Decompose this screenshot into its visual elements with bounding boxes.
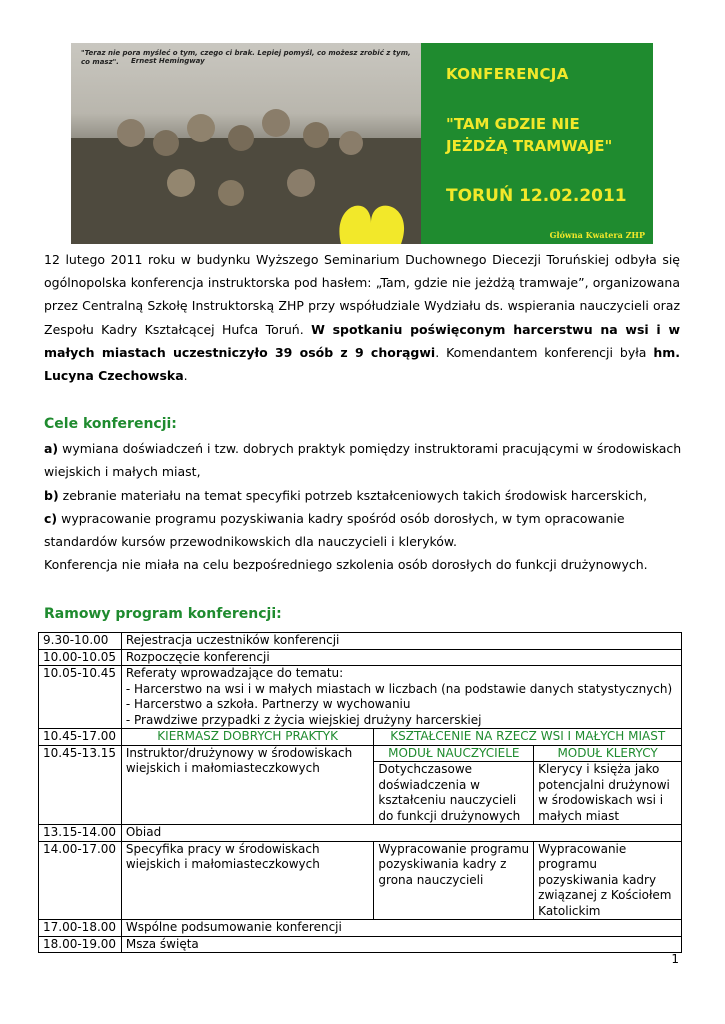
goal-letter: a) <box>44 441 59 456</box>
conference-banner <box>71 43 653 244</box>
table-row <box>39 745 682 762</box>
table-row <box>39 920 682 937</box>
goals-heading: Cele konferencji: <box>44 416 177 432</box>
activity-cell: Instruktor/drużynowy w środowiskach wiejskich i małomiasteczkowych <box>121 745 374 825</box>
goals-note: Konferencja nie miała na celu bezpośredniego szkolenia osób dorosłych do funkcji drużynowych. <box>44 557 648 573</box>
intro-paragraph <box>44 248 680 387</box>
goal-item <box>44 484 684 507</box>
group-photo-illustration <box>71 43 421 244</box>
goal-item <box>44 507 684 554</box>
time-cell: 14.00-17.00 <box>39 841 122 920</box>
goal-text: zebranie materiału na temat specyfiki potrzeb kształceniowych takich środowisk harcerskich, <box>58 487 648 503</box>
section-header-cell: KIERMASZ DOBRYCH PRAKTYK <box>121 729 374 746</box>
banner-quote-author: Ernest Hemingway <box>131 57 205 65</box>
table-row <box>39 729 682 746</box>
time-cell: 10.45-17.00 <box>39 729 122 746</box>
module-header-cell: MODUŁ KLERYCY <box>534 745 682 762</box>
time-cell: 10.00-10.05 <box>39 649 122 666</box>
activity-line: - Prawdziwe przypadki z życia wiejskiej drużyny harcerskiej <box>125 712 482 727</box>
banner-org: Główna Kwatera ZHP <box>549 230 645 240</box>
time-cell: 13.15-14.00 <box>39 825 122 842</box>
program-heading: Ramowy program konferencji: <box>44 606 282 622</box>
goal-text: wymiana doświadczeń i tzw. dobrych praktyk pomiędzy instruktorami pracującymi w środowiskach wiejskich i małych miast, <box>44 441 682 480</box>
page-number: 1 <box>671 952 679 966</box>
table-row <box>39 633 682 650</box>
banner-title-panel <box>421 43 653 244</box>
activity-cell: Obiad <box>121 825 681 842</box>
banner-subtitle: "TAM GDZIE NIE JEŻDŻĄ TRAMWAJE" <box>446 115 613 155</box>
activity-cell: Wspólne podsumowanie konferencji <box>121 920 681 937</box>
table-row <box>39 936 682 953</box>
module-header-cell: MODUŁ NAUCZYCIELE <box>374 745 534 762</box>
module-cell: Wypracowanie programu pozyskiwania kadry związanej z Kościołem Katolickim <box>534 841 682 920</box>
module-cell: Klerycy i księża jako potencjalni drużynowi w środowiskach wsi i małych miast <box>534 762 682 825</box>
goal-letter: c) <box>44 510 58 526</box>
group-photo <box>71 43 421 244</box>
activity-cell: Specyfika pracy w środowiskach wiejskich i małomiasteczkowych <box>121 841 374 920</box>
time-cell: 18.00-19.00 <box>39 936 122 953</box>
intro-text-3: . <box>183 368 188 384</box>
intro-bold-participants: W spotkaniu poświęconym harcerstwu na wsi i w małych miastach uczestniczyło 39 osób z 9 chorągwi <box>44 321 680 360</box>
activity-cell <box>121 666 681 729</box>
goal-letter: b) <box>44 487 59 503</box>
module-cell: Dotychczasowe doświadczenia w kształceniu nauczycieli do funkcji drużynowych <box>374 762 534 825</box>
goal-text: wypracowanie programu pozyskiwania kadry spośród osób dorosłych, w tym opracowanie standardów kursów przewodnikowskich dla nauczycieli i kleryków. <box>44 510 625 550</box>
activity-cell: Rejestracja uczestników konferencji <box>121 633 681 650</box>
table-row <box>39 825 682 842</box>
activity-line: Referaty wprowadzające do tematu: <box>125 666 344 680</box>
activity-line: - Harcerstwo na wsi i w małych miastach w liczbach (na podstawie danych statystycznych) <box>125 681 673 696</box>
table-row <box>39 666 682 729</box>
banner-place-date: TORUŃ 12.02.2011 <box>446 186 627 206</box>
module-cell: Wypracowanie programu pozyskiwania kadry z grona nauczycieli <box>374 841 534 920</box>
banner-title: KONFERENCJA <box>446 65 569 83</box>
intro-text-1: 12 lutego 2011 roku w budynku Wyższego Seminarium Duchownego Diecezji Toruńskiej odbyła się ogólnopolska konferencja instruktorska pod hasłem: „Tam, gdzie nie jeżdżą tramwaje”, organizowana przez Centralną Szkołę Instruktorską ZHP przy współudziale Wydziału ds. wspierania nauczycieli oraz Zespołu Kadry Kształcącej Hufca Toruń. <box>44 252 680 337</box>
time-cell: 10.45-13.15 <box>39 745 122 825</box>
time-cell: 9.30-10.00 <box>39 633 122 650</box>
activity-cell: Msza święta <box>121 936 681 953</box>
table-row <box>39 841 682 920</box>
time-cell: 10.05-10.45 <box>39 666 122 729</box>
program-table <box>38 632 682 953</box>
goals-list <box>44 437 684 577</box>
banner-quote: "Teraz nie pora myśleć o tym, czego ci brak. Lepiej pomyśl, co możesz zrobić z tym, co masz". <box>81 49 411 66</box>
table-row <box>39 649 682 666</box>
goal-item <box>44 437 684 484</box>
time-cell: 17.00-18.00 <box>39 920 122 937</box>
activity-cell: Rozpoczęcie konferencji <box>121 649 681 666</box>
section-header-cell: KSZTAŁCENIE NA RZECZ WSI I MAŁYCH MIAST <box>374 729 682 746</box>
activity-line: - Harcerstwo a szkoła. Partnerzy w wychowaniu <box>125 697 411 711</box>
intro-text-2: . Komendantem konferencji była <box>435 344 654 360</box>
intro-bold-commander: hm. Lucyna Czechowska <box>44 344 680 384</box>
